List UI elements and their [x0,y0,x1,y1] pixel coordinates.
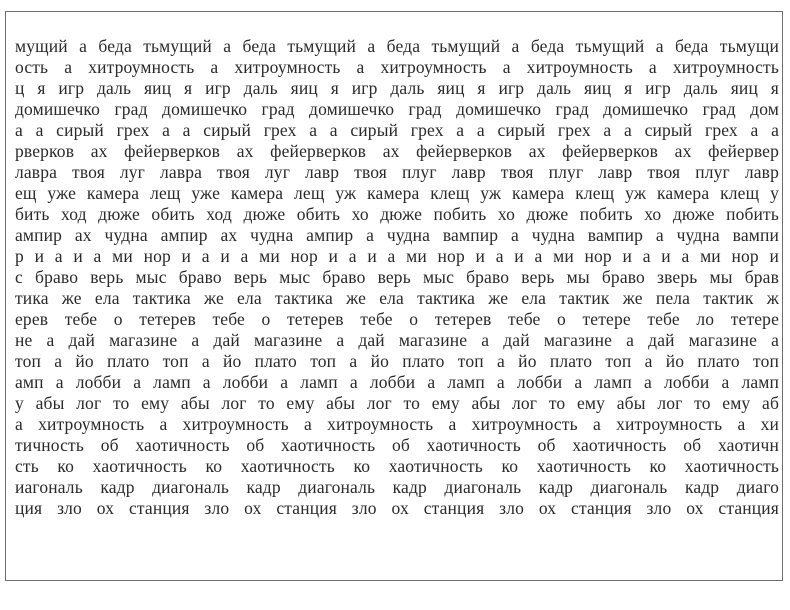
text-line-20: тичность об хаотичность об хаотичность об хаотичность об хаотичность об хаотичн [15,435,779,455]
text-line-7: лавра твоя луг лавра твоя луг лавр твоя плуг лавр твоя плуг лавр твоя плуг лавр [15,162,779,182]
text-line-4: домишечко град домишечко град домишечко град домишечко град домишечко град дом [15,99,779,119]
text-block [15,36,779,519]
text-line-8: ещ уже камера лещ уже камера лещ уж камера клещ уж камера клещ уж камера клещ у [15,183,779,203]
text-line-22: иагональ кадр диагональ кадр диагональ кадр диагональ кадр диагональ кадр диаго [15,477,779,497]
text-line-12: с браво верь мыс браво верь мыс браво верь мыс браво верь мы браво зверь мы брав [15,267,779,287]
text-line-1: мущий а беда тьмущий а беда тьмущий а беда тьмущий а беда тьмущий а беда тьмущи [15,36,779,56]
text-line-3: ц я игр даль яиц я игр даль яиц я игр даль яиц я игр даль яиц я игр даль яиц я [15,78,779,98]
text-line-23: ция зло ох станция зло ох станция зло ох станция зло ох станция зло ох станция [15,498,779,518]
text-line-21: сть ко хаотичность ко хаотичность ко хаотичность ко хаотичность ко хаотичность [15,456,779,476]
text-frame [5,11,783,581]
text-line-15: не а дай магазине а дай магазине а дай магазине а дай магазине а дай магазине а [15,330,779,350]
text-line-17: амп а лобби а ламп а лобби а ламп а лобби а ламп а лобби а ламп а лобби а ламп [15,372,779,392]
text-line-6: рверков ах фейерверков ах фейерверков ах фейерверков ах фейерверков ах фейервер [15,141,779,161]
text-line-18: у абы лог то ему абы лог то ему абы лог то ему абы лог то ему абы лог то ему аб [15,393,779,413]
text-line-11: р и а и а ми нор и а и а ми нор и а и а ми нор и а и а ми нор и а и а ми нор и [15,246,779,266]
text-line-13: тика же ела тактика же ела тактика же ела тактика же ела тактик же пела тактик ж [15,288,779,308]
text-line-16: топ а йо плато топ а йо плато топ а йо плато топ а йо плато топ а йо плато топ [15,351,779,371]
text-line-14: ерев тебе о тетерев тебе о тетерев тебе о тетерев тебе о тетере тебе ло тетере [15,309,779,329]
text-line-10: ампир ах чудна ампир ах чудна ампир а чудна вампир а чудна вампир а чудна вампи [15,225,779,245]
text-line-5: а а сирый грех а а сирый грех а а сирый грех а а сирый грех а а сирый грех а а [15,120,779,140]
text-line-2: ость а хитроумность а хитроумность а хитроумность а хитроумность а хитроумность [15,57,779,77]
text-line-9: бить ход дюже обить ход дюже обить хо дюже побить хо дюже побить хо дюже побить [15,204,779,224]
text-line-19: а хитроумность а хитроумность а хитроумность а хитроумность а хитроумность а хи [15,414,779,434]
